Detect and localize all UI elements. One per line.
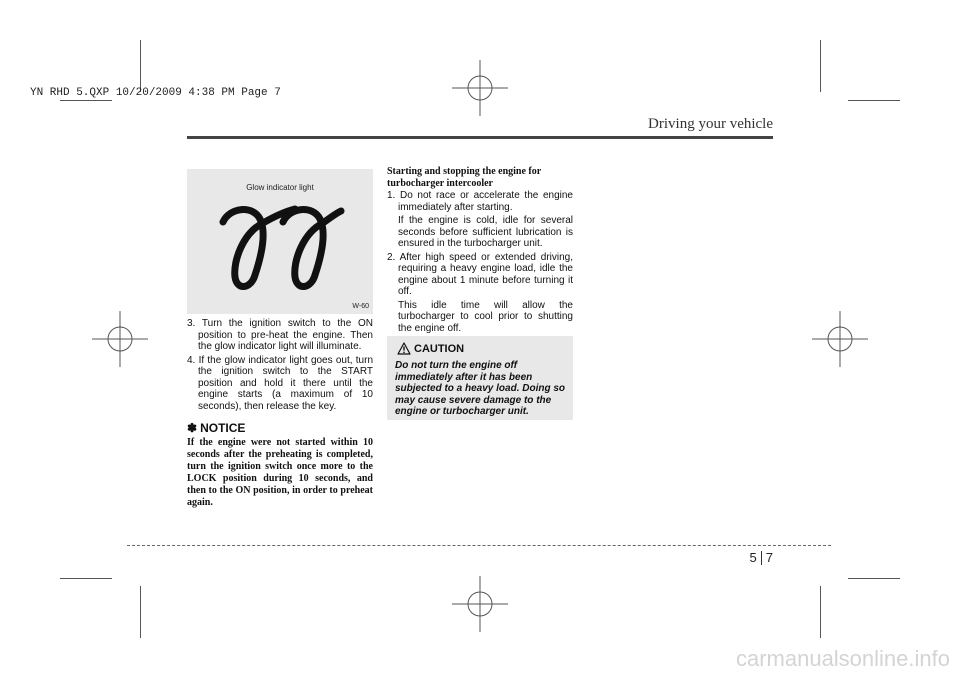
right-column bbox=[387, 166, 573, 336]
page-number-divider bbox=[761, 551, 762, 565]
notice-symbol-icon: ✽ bbox=[187, 421, 198, 435]
notice-heading: ✽ NOTICE bbox=[187, 421, 246, 435]
header-rule bbox=[187, 136, 773, 139]
figure-code: W-60 bbox=[352, 303, 369, 310]
list-item: 1. Do not race or accelerate the engine immediately after starting. If the engine is cold, idle for several seconds before sufficient lubrication is ensured in the turbocharger unit. bbox=[387, 190, 573, 249]
print-slug-line: YN RHD 5.QXP 10/20/2009 4:38 PM Page 7 bbox=[30, 87, 281, 99]
figure-label: Glow indicator light bbox=[246, 183, 314, 192]
registration-mark-left bbox=[92, 311, 148, 367]
caution-text: Do not turn the engine off immediately after it has been subjected to a heavy load. Doing so may cause severe damage to the engine or turbocharger unit. bbox=[395, 360, 566, 417]
footer-brand-watermark: carmanualsonline.info bbox=[735, 646, 950, 671]
chapter-number: 5 bbox=[749, 550, 757, 565]
list-item: 4. If the glow indicator light goes out, turn the ignition switch to the START position and hold it there until the engine starts (a maximum of 10 seconds), then release the key. bbox=[187, 354, 374, 412]
glow-indicator-figure bbox=[187, 169, 373, 314]
page-number-value: 7 bbox=[765, 550, 773, 565]
caution-title: CAUTION bbox=[414, 342, 465, 355]
page-number bbox=[750, 550, 773, 565]
step-sub-paragraph: If the engine is cold, idle for several seconds before sufficient lubrication is ensured in the turbocharger unit. bbox=[398, 215, 573, 249]
caution-header bbox=[397, 342, 464, 355]
registration-mark-right bbox=[812, 311, 868, 367]
warning-triangle-icon bbox=[397, 342, 411, 355]
footer-rule bbox=[127, 545, 831, 546]
notice-text: If the engine were not started within 10 seconds after the preheating is completed, turn the ignition switch once more to the LOCK position during 10 seconds, and then to the ON position, in order to preheat again. bbox=[187, 437, 373, 508]
registration-mark-top bbox=[452, 60, 508, 116]
list-item: 2. After high speed or extended driving, requiring a heavy engine load, idle the engine about 1 minute before turning it off. This idle time will allow the turbocharger to cool prior to shutting the engine off. bbox=[387, 251, 574, 334]
registration-mark-bottom bbox=[452, 576, 508, 632]
glow-indicator-coil-icon bbox=[215, 197, 345, 307]
turbocharger-steps-list bbox=[387, 190, 573, 334]
step-sub-paragraph: This idle time will allow the turbocharger to cool prior to shutting the engine off. bbox=[398, 299, 573, 334]
left-column bbox=[187, 318, 373, 509]
caution-box bbox=[387, 336, 573, 420]
list-item: 3. Turn the ignition switch to the ON position to pre-heat the engine. Then the glow indicator light will illuminate. bbox=[187, 318, 373, 352]
turbocharger-heading: Starting and stopping the engine for turbocharger intercooler bbox=[387, 166, 542, 189]
section-title: Driving your vehicle bbox=[648, 116, 773, 132]
ignition-steps-list bbox=[187, 318, 373, 412]
